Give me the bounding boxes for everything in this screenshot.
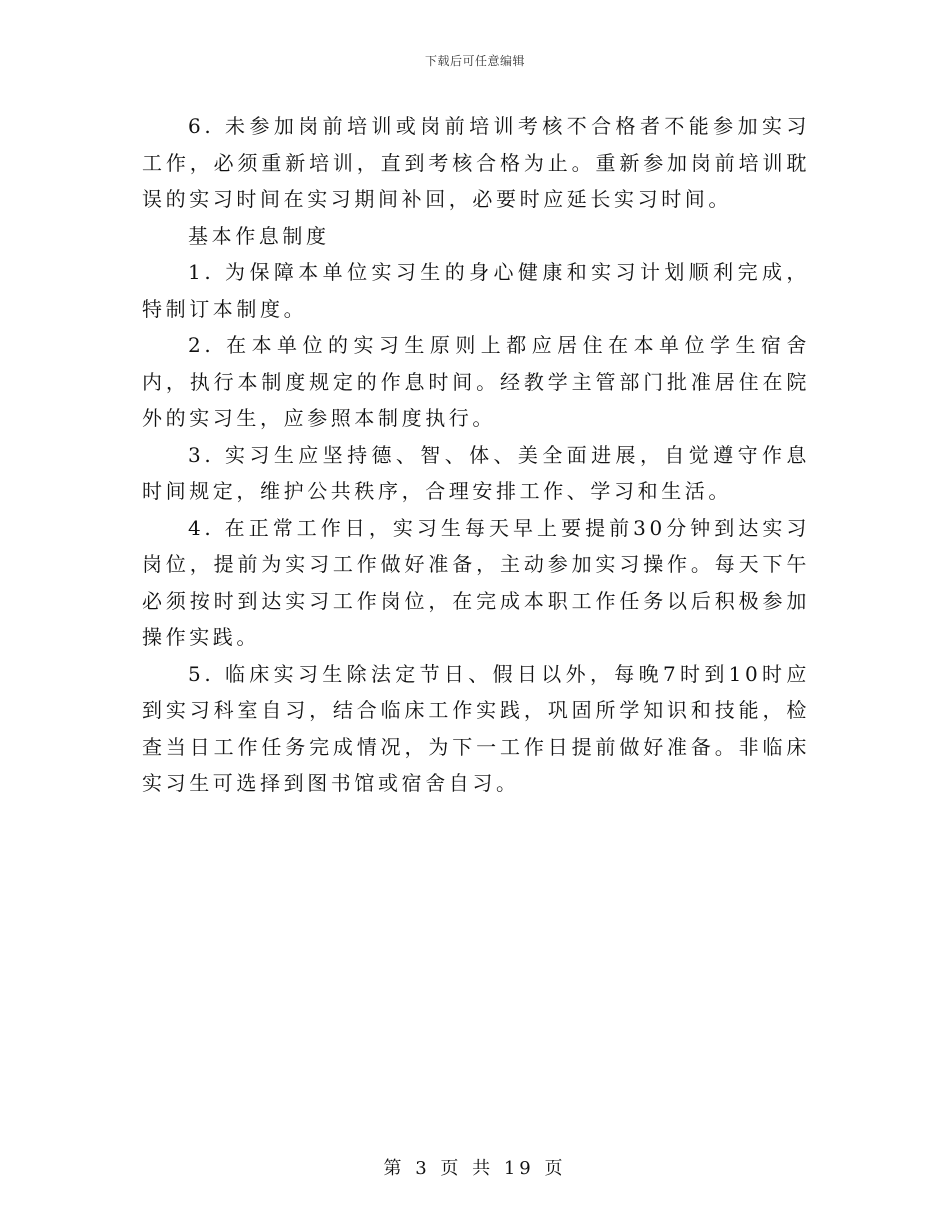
paragraph-item-6: 6. 未参加岗前培训或岗前培训考核不合格者不能参加实习工作，必须重新培训，直到考核合格为止。重新参加岗前培训耽误的实习时间在实习期间补回，必要时应延长实习时间。 xyxy=(142,114,810,211)
page-number-footer: 第 3 页 共 19 页 xyxy=(383,1158,567,1179)
paragraph-rule-1: 1. 为保障本单位实习生的身心健康和实习计划顺利完成，特制订本制度。 xyxy=(142,260,810,321)
page-header: 下载后可任意编辑 xyxy=(424,54,525,68)
section-heading: 基本作息制度 xyxy=(188,223,330,248)
paragraph-rule-2: 2. 在本单位的实习生原则上都应居住在本单位学生宿舍内，执行本制度规定的作息时间。经教学主管部门批准居住在院外的实习生，应参照本制度执行。 xyxy=(142,333,810,430)
paragraph-rule-3: 3. 实习生应坚持德、智、体、美全面进展，自觉遵守作息时间规定，维护公共秩序，合理安排工作、学习和生活。 xyxy=(142,442,810,503)
paragraph-rule-5: 5. 临床实习生除法定节日、假日以外，每晚7时到10时应到实习科室自习，结合临床工作实践，巩固所学知识和技能，检查当日工作任务完成情况，为下一工作日提前做好准备。非临床实习生可选择到图书馆或宿舍自习。 xyxy=(142,661,810,795)
document-body xyxy=(142,108,810,802)
paragraph-rule-4: 4. 在正常工作日，实习生每天早上要提前30分钟到达实习岗位，提前为实习工作做好准备，主动参加实习操作。每天下午必须按时到达实习工作岗位，在完成本职工作任务以后积极参加操作实践。 xyxy=(142,515,810,649)
